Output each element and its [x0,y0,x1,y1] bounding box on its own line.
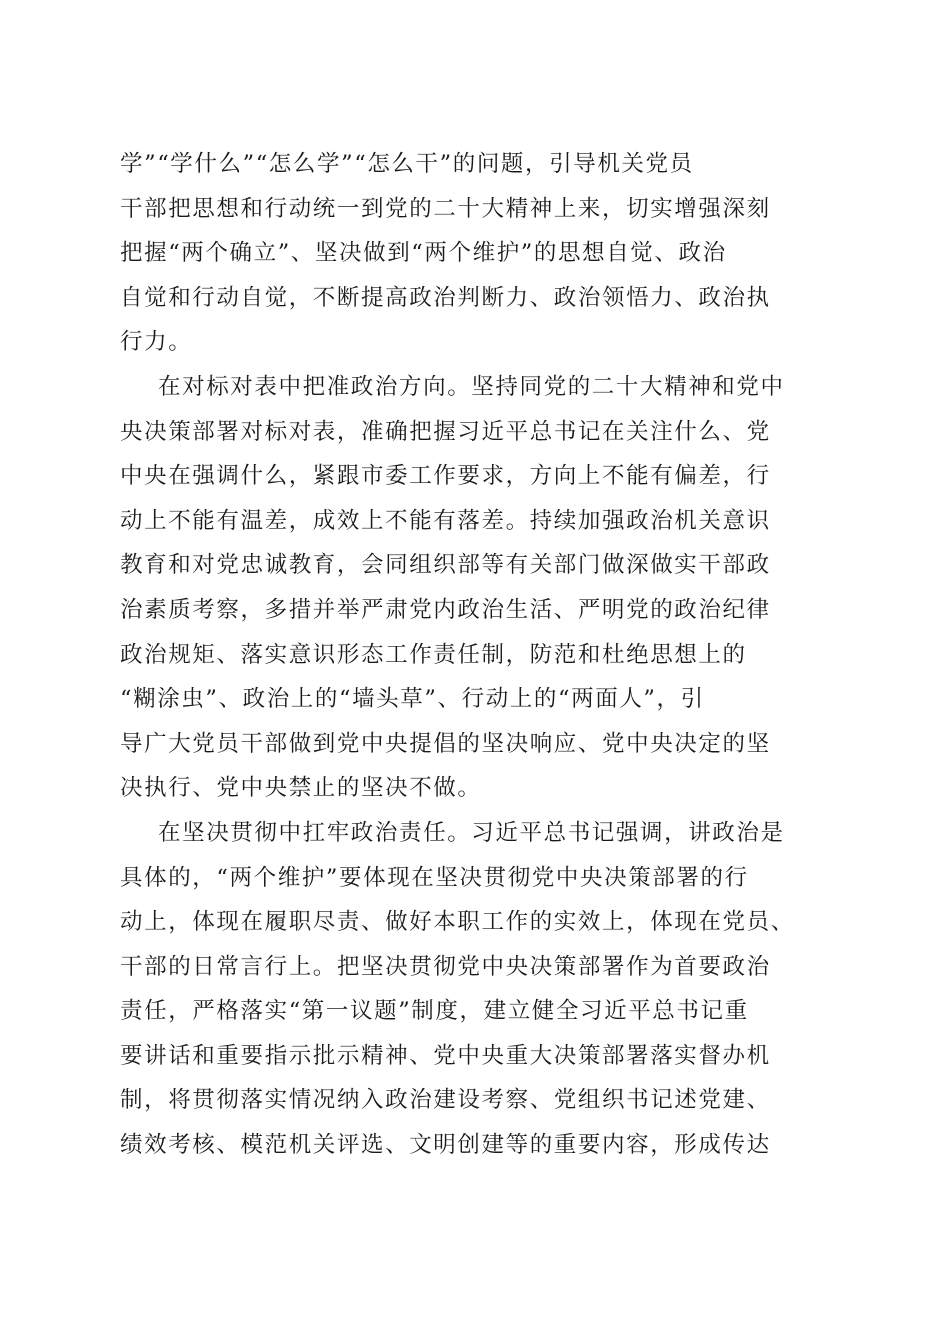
text-line: 治素质考察，多措并举严肃党内政治生活、严明党的政治纪律 [120,596,771,623]
text-line: 制，将贯彻落实情况纳入政治建设考察、党组织书记述党建、 [120,1087,771,1114]
text-line: 央决策部署对标对表，准确把握习近平总书记在关注什么、党 [120,418,771,445]
text-line: 教育和对党忠诚教育，会同组织部等有关部门做深做实干部政 [120,552,771,579]
text-line: 责任，严格落实“第一议题”制度，建立健全习近平总书记重 [120,998,749,1025]
text-line: 绩效考核、模范机关评选、文明创建等的重要内容，形成传达 [120,1132,771,1159]
text-line: “糊涂虫”、政治上的“墙头草”、行动上的“两面人”，引 [120,686,705,713]
text-line: 要讲话和重要指示批示精神、党中央重大决策部署落实督办机 [120,1042,771,1069]
text-line: 动上不能有温差，成效上不能有落差。持续加强政治机关意识 [120,507,771,534]
text-line: 动上，体现在履职尽责、做好本职工作的实效上，体现在党员、 [120,909,795,936]
paragraph-heading-line: 在对标对表中把准政治方向。坚持同党的二十大精神和党中 [158,373,785,400]
text-line: 中央在强调什么，紧跟市委工作要求，方向上不能有偏差，行 [120,463,771,490]
text-line: 具体的，“两个维护”要体现在坚决贯彻党中央决策部署的行 [120,864,749,891]
text-line: 学”“学什么”“怎么学”“怎么干”的问题，引导机关党员 [120,151,694,177]
text-line: 政治规矩、落实意识形态工作责任制，防范和杜绝思想上的 [120,641,747,668]
text-line: 干部的日常言行上。把坚决贯彻党中央决策部署作为首要政治 [120,953,771,980]
text-line: 行力。 [120,329,193,356]
text-line: 干部把思想和行动统一到党的二十大精神上来，切实增强深刻 [120,195,771,222]
paragraph-heading-line: 在坚决贯彻中扛牢政治责任。习近平总书记强调，讲政治是 [158,819,785,846]
text-line: 把握“两个确立”、坚决做到“两个维护”的思想自觉、政治 [120,240,727,267]
document-body [120,142,840,1168]
text-line: 决执行、党中央禁止的坚决不做。 [120,775,482,802]
text-line: 自觉和行动自觉，不断提高政治判断力、政治领悟力、政治执 [120,284,771,311]
text-line: 导广大党员干部做到党中央提倡的坚决响应、党中央决定的坚 [120,730,771,757]
